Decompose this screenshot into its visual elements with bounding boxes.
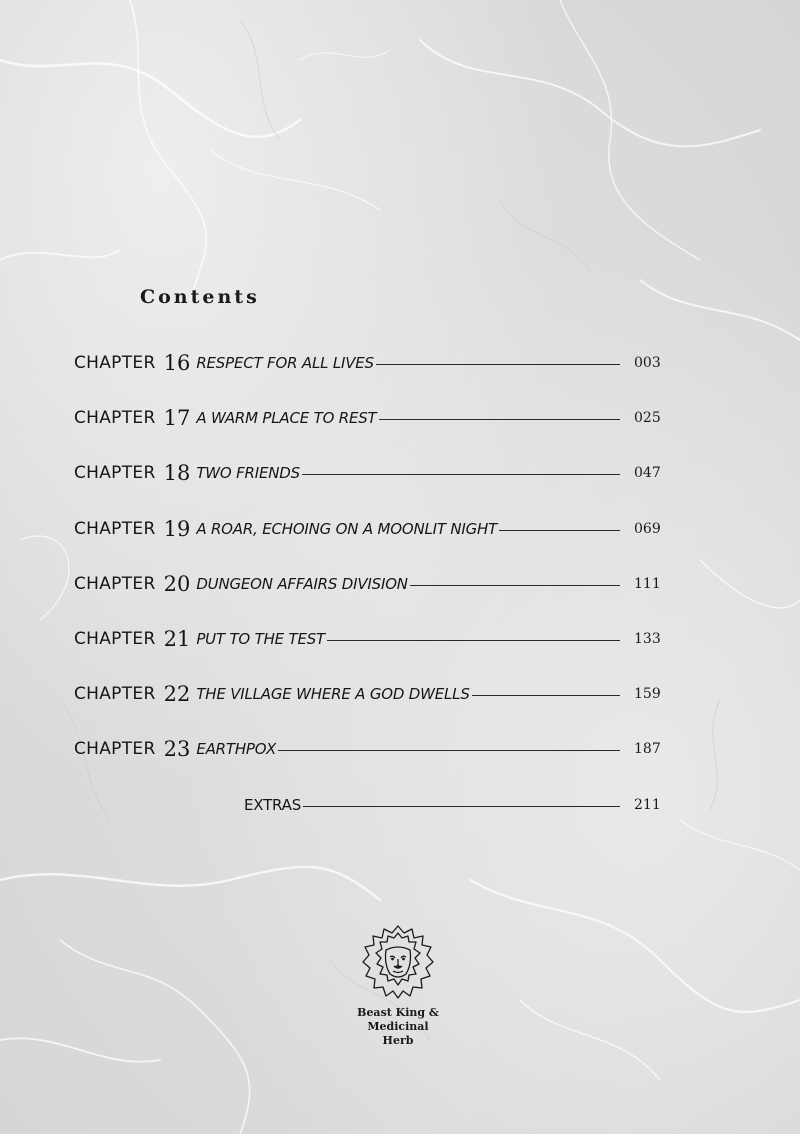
toc-entry [74,514,660,544]
page-number: 069 [634,521,661,537]
logo-line: Medicinal [367,1020,429,1033]
chapter-title: PUT TO THE TEST [196,630,326,648]
toc-entry [74,348,660,378]
toc-entry [74,734,660,764]
chapter-label: CHAPTER [74,739,156,759]
page-number: 159 [634,686,661,702]
page-number: 133 [634,631,661,647]
page-number: 003 [634,355,661,371]
toc-entry [74,624,660,654]
page-number: 211 [634,797,661,813]
page-number: 025 [634,410,661,426]
leader-line [499,530,620,531]
page-number: 047 [634,465,661,481]
toc-entry-extras [244,790,660,820]
chapter-label: CHAPTER [74,574,156,594]
leader-line [472,695,620,696]
toc-entry [74,458,660,488]
chapter-label: CHAPTER [74,408,156,428]
toc-entry [74,403,660,433]
chapter-number: 17 [163,406,191,430]
chapter-title: A WARM PLACE TO REST [196,409,377,427]
chapter-title: TWO FRIENDS [196,464,300,482]
page-number: 111 [634,576,661,592]
chapter-title: THE VILLAGE WHERE A GOD DWELLS [196,685,470,703]
series-logo-text [330,1006,466,1048]
chapter-number: 16 [163,351,191,375]
leader-line [278,750,620,751]
leader-line [410,585,620,586]
chapter-number: 20 [163,572,191,596]
chapter-label: CHAPTER [74,684,156,704]
toc-entry [74,569,660,599]
leader-line [303,806,620,807]
leader-line [302,474,620,475]
leader-line [327,640,620,641]
chapter-label: CHAPTER [74,519,156,539]
page-number: 187 [634,741,661,757]
chapter-title: A ROAR, ECHOING ON A MOONLIT NIGHT [196,520,498,538]
chapter-title: EARTHPOX [196,740,277,758]
chapter-title: RESPECT FOR ALL LIVES [196,354,374,372]
chapter-label: CHAPTER [74,463,156,483]
page-title: Contents [140,286,260,308]
chapter-number: 18 [163,461,191,485]
lion-head-icon [362,924,434,1000]
chapter-label: CHAPTER [74,353,156,373]
leader-line [379,419,620,420]
logo-line: Herb [382,1034,414,1047]
chapter-number: 21 [163,627,191,651]
chapter-number: 22 [163,682,191,706]
extras-title: EXTRAS [244,796,302,814]
chapter-number: 23 [163,737,191,761]
chapter-title: DUNGEON AFFAIRS DIVISION [196,575,408,593]
chapter-label: CHAPTER [74,629,156,649]
logo-line: Beast King & [357,1006,439,1019]
leader-line [376,364,620,365]
toc-entry [74,679,660,709]
chapter-number: 19 [163,517,191,541]
